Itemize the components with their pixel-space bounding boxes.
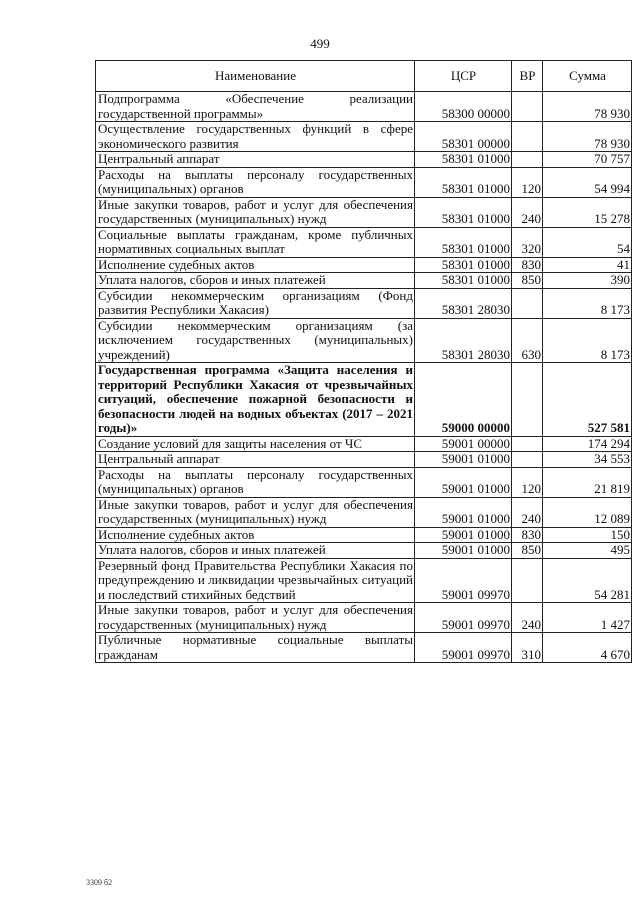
table-row — [96, 122, 632, 152]
csr-cell: 59000 00000 — [415, 363, 512, 437]
name-cell: Исполнение судебных актов — [96, 257, 415, 273]
table-row — [96, 152, 632, 168]
sum-cell: 54 281 — [543, 558, 632, 603]
name-cell: Центральный аппарат — [96, 452, 415, 468]
vr-cell: 850 — [512, 273, 543, 289]
vr-cell — [512, 92, 543, 122]
table-row — [96, 452, 632, 468]
sum-cell: 78 930 — [543, 122, 632, 152]
table-row — [96, 257, 632, 273]
vr-cell — [512, 152, 543, 168]
table-body — [96, 92, 632, 663]
sum-cell: 15 278 — [543, 197, 632, 227]
name-cell: Иные закупки товаров, работ и услуг для обеспечения государственных (муниципальных) нужд — [96, 497, 415, 527]
sum-cell: 174 294 — [543, 436, 632, 452]
table-row — [96, 197, 632, 227]
csr-cell: 59001 09970 — [415, 633, 512, 663]
name-cell: Резервный фонд Правительства Республики Хакасия по предупреждению и ликвидации чрезвычайных ситуаций и последствий стихийных бедствий — [96, 558, 415, 603]
table-header-row — [96, 61, 632, 92]
csr-cell: 59001 09970 — [415, 558, 512, 603]
vr-cell: 240 — [512, 197, 543, 227]
table-row — [96, 227, 632, 257]
vr-cell: 240 — [512, 497, 543, 527]
page-number: 499 — [310, 36, 330, 51]
vr-cell — [512, 288, 543, 318]
name-cell: Уплата налогов, сборов и иных платежей — [96, 273, 415, 289]
name-cell: Расходы на выплаты персоналу государственных (муниципальных) органов — [96, 467, 415, 497]
vr-cell: 830 — [512, 257, 543, 273]
name-cell: Исполнение судебных актов — [96, 527, 415, 543]
sum-cell: 21 819 — [543, 467, 632, 497]
vr-cell — [512, 436, 543, 452]
csr-cell: 58301 01000 — [415, 197, 512, 227]
csr-cell: 59001 00000 — [415, 436, 512, 452]
name-cell: Социальные выплаты гражданам, кроме публичных нормативных социальных выплат — [96, 227, 415, 257]
vr-cell: 240 — [512, 603, 543, 633]
csr-cell: 58301 01000 — [415, 227, 512, 257]
sum-cell: 8 173 — [543, 288, 632, 318]
table-row — [96, 467, 632, 497]
vr-cell — [512, 363, 543, 437]
table-row — [96, 167, 632, 197]
vr-cell: 120 — [512, 467, 543, 497]
vr-cell: 320 — [512, 227, 543, 257]
sum-cell: 54 994 — [543, 167, 632, 197]
name-cell: Подпрограмма «Обеспечение реализации государственной программы» — [96, 92, 415, 122]
vr-cell — [512, 122, 543, 152]
name-cell: Уплата налогов, сборов и иных платежей — [96, 543, 415, 559]
name-cell: Государственная программа «Защита населения и территорий Республики Хакасия от чрезвычайных ситуаций, обеспечение пожарной безопасности и безопасности людей на водных объектах (2017 – 2021 годы)» — [96, 363, 415, 437]
name-cell: Иные закупки товаров, работ и услуг для обеспечения государственных (муниципальных) нужд — [96, 197, 415, 227]
table-row — [96, 558, 632, 603]
sum-cell: 12 089 — [543, 497, 632, 527]
sum-cell: 34 553 — [543, 452, 632, 468]
column-header-vr: ВР — [512, 61, 543, 92]
table-row — [96, 318, 632, 363]
csr-cell: 59001 01000 — [415, 452, 512, 468]
name-cell: Расходы на выплаты персоналу государственных (муниципальных) органов — [96, 167, 415, 197]
csr-cell: 58301 00000 — [415, 122, 512, 152]
table-row — [96, 603, 632, 633]
csr-cell: 59001 01000 — [415, 467, 512, 497]
table-row — [96, 288, 632, 318]
csr-cell: 59001 01000 — [415, 543, 512, 559]
sum-cell: 527 581 — [543, 363, 632, 437]
sum-cell: 78 930 — [543, 92, 632, 122]
csr-cell: 58301 01000 — [415, 152, 512, 168]
csr-cell: 58300 00000 — [415, 92, 512, 122]
vr-cell: 120 — [512, 167, 543, 197]
table-row — [96, 436, 632, 452]
budget-table — [95, 60, 632, 663]
csr-cell: 59001 09970 — [415, 603, 512, 633]
column-header-name: Наименование — [96, 61, 415, 92]
csr-cell: 58301 01000 — [415, 257, 512, 273]
table-row — [96, 273, 632, 289]
column-header-sum: Сумма — [543, 61, 632, 92]
table-row — [96, 363, 632, 437]
vr-cell: 830 — [512, 527, 543, 543]
table-row — [96, 497, 632, 527]
vr-cell: 630 — [512, 318, 543, 363]
sum-cell: 495 — [543, 543, 632, 559]
column-header-csr: ЦСР — [415, 61, 512, 92]
csr-cell: 58301 28030 — [415, 288, 512, 318]
vr-cell: 850 — [512, 543, 543, 559]
csr-cell: 58301 28030 — [415, 318, 512, 363]
sum-cell: 8 173 — [543, 318, 632, 363]
name-cell: Осуществление государственных функций в сфере экономического развития — [96, 122, 415, 152]
csr-cell: 59001 01000 — [415, 527, 512, 543]
sum-cell: 4 670 — [543, 633, 632, 663]
name-cell: Публичные нормативные социальные выплаты гражданам — [96, 633, 415, 663]
name-cell: Создание условий для защиты населения от ЧС — [96, 436, 415, 452]
vr-cell — [512, 452, 543, 468]
csr-cell: 58301 01000 — [415, 273, 512, 289]
csr-cell: 58301 01000 — [415, 167, 512, 197]
vr-cell — [512, 558, 543, 603]
name-cell: Центральный аппарат — [96, 152, 415, 168]
vr-cell: 310 — [512, 633, 543, 663]
sum-cell: 70 757 — [543, 152, 632, 168]
table-row — [96, 633, 632, 663]
table-row — [96, 92, 632, 122]
name-cell: Субсидии некоммерческим организациям (Фонд развития Республики Хакасия) — [96, 288, 415, 318]
sum-cell: 150 — [543, 527, 632, 543]
table-row — [96, 527, 632, 543]
sum-cell: 390 — [543, 273, 632, 289]
footer-code: 3309 б2 — [86, 878, 113, 887]
csr-cell: 59001 01000 — [415, 497, 512, 527]
sum-cell: 41 — [543, 257, 632, 273]
name-cell: Иные закупки товаров, работ и услуг для обеспечения государственных (муниципальных) нужд — [96, 603, 415, 633]
sum-cell: 1 427 — [543, 603, 632, 633]
table-row — [96, 543, 632, 559]
name-cell: Субсидии некоммерческим организациям (за исключением государственных (муниципальных) учреждений) — [96, 318, 415, 363]
sum-cell: 54 — [543, 227, 632, 257]
